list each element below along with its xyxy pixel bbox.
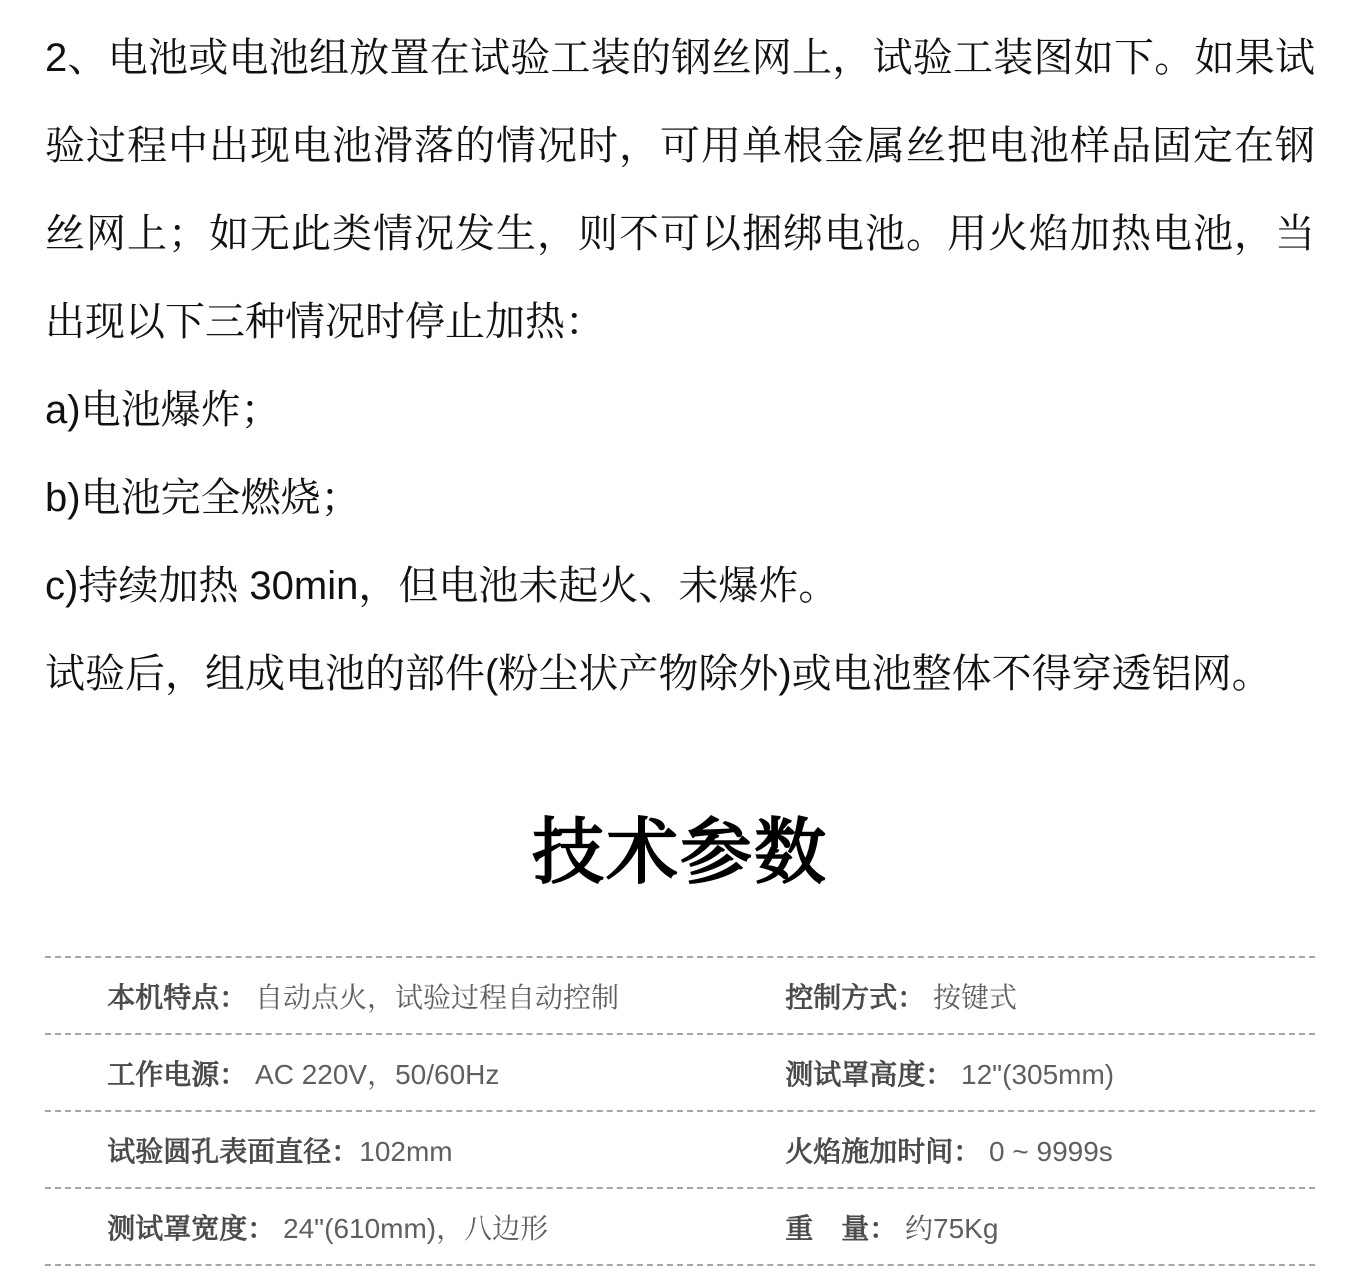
spec-value: 0 ~ 9999s [981,1135,1113,1167]
spec-value: 按键式 [925,981,1018,1013]
spec-item-weight [723,1175,1315,1279]
specs-table [45,956,1315,1266]
spec-value: 12"(305mm) [953,1058,1115,1090]
spec-value: 自动点火，试验过程自动控制 [247,981,620,1013]
spec-label: 工作电源： [107,1058,248,1090]
condition-item-c: c)持续加热 30min，但电池未起火、未爆炸。 [45,564,839,608]
condition-item-a: a)电池爆炸； [45,388,281,432]
procedure-paragraph: 2、电池或电池组放置在试验工装的钢丝网上，试验工装图如下。如果试验过程中出现电池滑落的情况时，可用单根金属丝把电池样品固定在钢丝网上；如无此类情况发生，则不可以捆绑电池。用火焰加热电池，当出现以下三种情况时停止加热： [45,36,1315,344]
spec-value: AC 220V，50/60Hz [247,1058,500,1090]
spec-label: 本机特点： [107,981,248,1013]
conclusion-paragraph: 试验后，组成电池的部件(粉尘状产物除外)或电池整体不得穿透铝网。 [45,652,1272,696]
spec-value: 24"(610mm)，八边形 [275,1212,549,1244]
spec-value: 约75Kg [897,1212,999,1244]
spec-label: 测试罩高度： [785,1058,954,1090]
spec-row-4 [45,1187,1315,1264]
procedure-text [45,14,1315,718]
spec-value: 102mm [359,1135,453,1167]
spec-label: 火焰施加时间： [785,1135,982,1167]
spec-label: 测试罩宽度： [107,1212,276,1244]
spec-label: 试验圆孔表面直径： [107,1135,360,1167]
section-title: 技术参数 [531,813,828,893]
condition-item-b: b)电池完全燃烧； [45,476,361,520]
spec-label: 控制方式： [785,981,926,1013]
spec-item-hood-width [45,1175,723,1279]
spec-label: 重 量： [785,1212,898,1244]
